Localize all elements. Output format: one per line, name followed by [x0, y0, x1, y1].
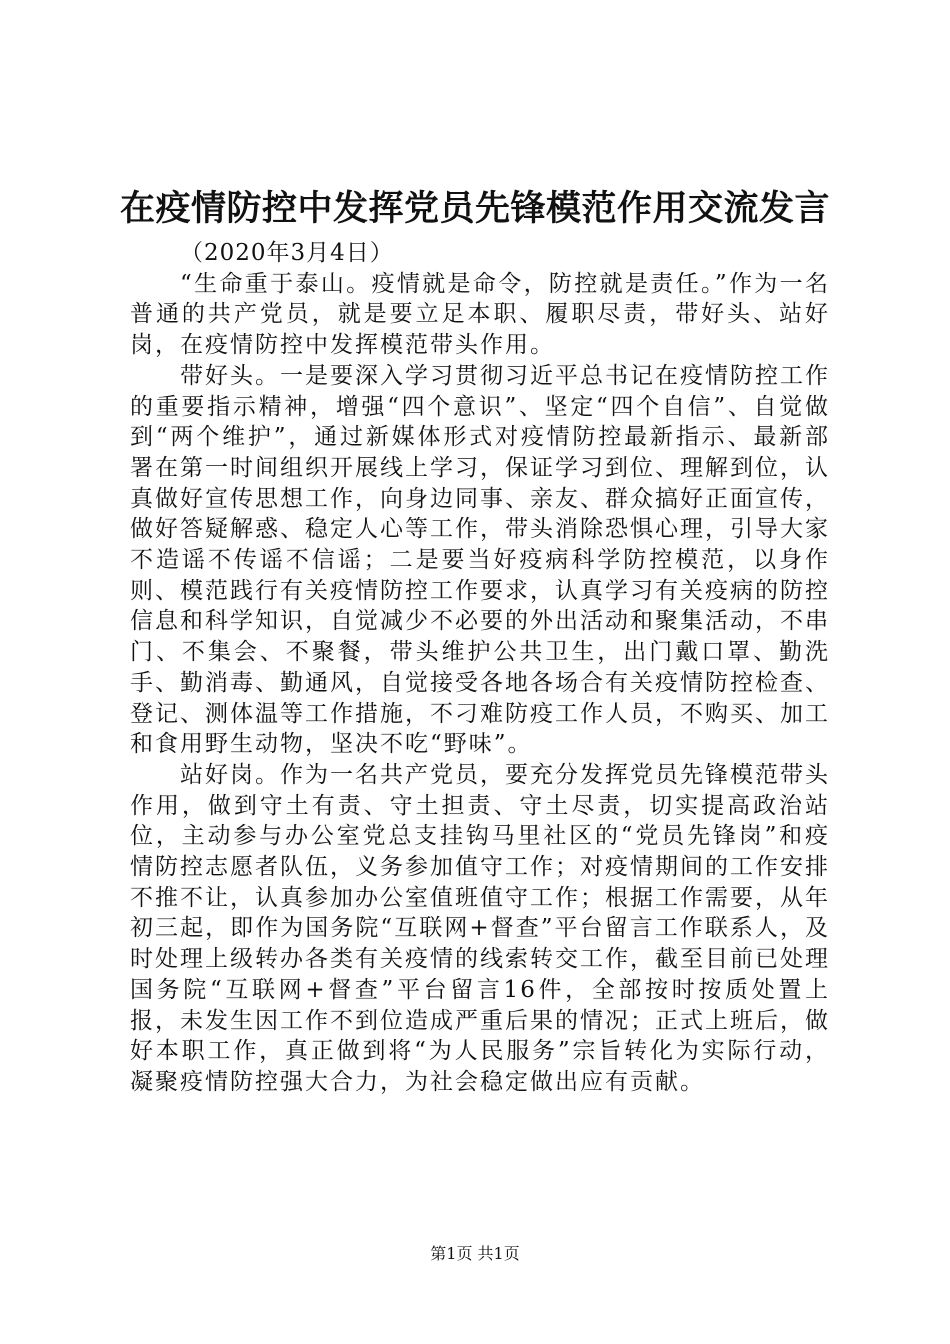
paragraph-stand-guard: 站好岗。作为一名共产党员，要充分发挥党员先锋模范带头作用，做到守土有责、守土担责、守土尽责，切实提高政治站位，主动参与办公室党总支挂钩马里社区的“党员先锋岗”和疫情防控志愿者队伍，义务参加值守工作；对疫情期间的工作安排不推不让，认真参加办公室值班值守工作；根据工作需要，从年初三起，即作为国务院“互联网+督查”平台留言工作联系人，及时处理上级转办各类有关疫情的线索转交工作，截至目前已处理国务院“互联网+督查”平台留言16件，全部按时按质处置上报，未发生因工作不到位造成严重后果的情况；正式上班后，做好本职工作，真正做到将“为人民服务”宗旨转化为实际行动，凝聚疫情防控强大合力，为社会稳定做出应有贡献。	[130, 761, 830, 1095]
paragraph-lead-by-example: 带好头。一是要深入学习贯彻习近平总书记在疫情防控工作的重要指示精神，增强“四个意识”、坚定“四个自信”、自觉做到“两个维护”，通过新媒体形式对疫情防控最新指示、最新部署在第一时间组织开展线上学习，保证学习到位、理解到位，认真做好宣传思想工作，向身边同事、亲友、群众搞好正面宣传，做好答疑解惑、稳定人心等工作，带头消除恐惧心理，引导大家不造谣不传谣不信谣；二是要当好疫病科学防控模范，以身作则、模范践行有关疫情防控工作要求，认真学习有关疫病的防控信息和科学知识，自觉减少不必要的外出活动和聚集活动，不串门、不集会、不聚餐，带头维护公共卫生，出门戴口罩、勤洗手、勤消毒、勤通风，自觉接受各地各场合有关疫情防控检查、登记、测体温等工作措施，不刁难防疫工作人员，不购买、加工和食用野生动物，坚决不吃“野味”。	[130, 362, 830, 758]
page-number-footer: 第1页 共1页	[430, 1244, 520, 1263]
document-title: 在疫情防控中发挥党员先锋模范作用交流发言	[119, 189, 830, 229]
document-date: （2020年3月4日）	[180, 240, 394, 266]
paragraph-intro: “生命重于泰山。疫情就是命令，防控就是责任。”作为一名普通的共产党员，就是要立足本职、履职尽责，带好头、站好岗，在疫情防控中发挥模范带头作用。	[130, 270, 830, 359]
document-body	[130, 238, 830, 1098]
